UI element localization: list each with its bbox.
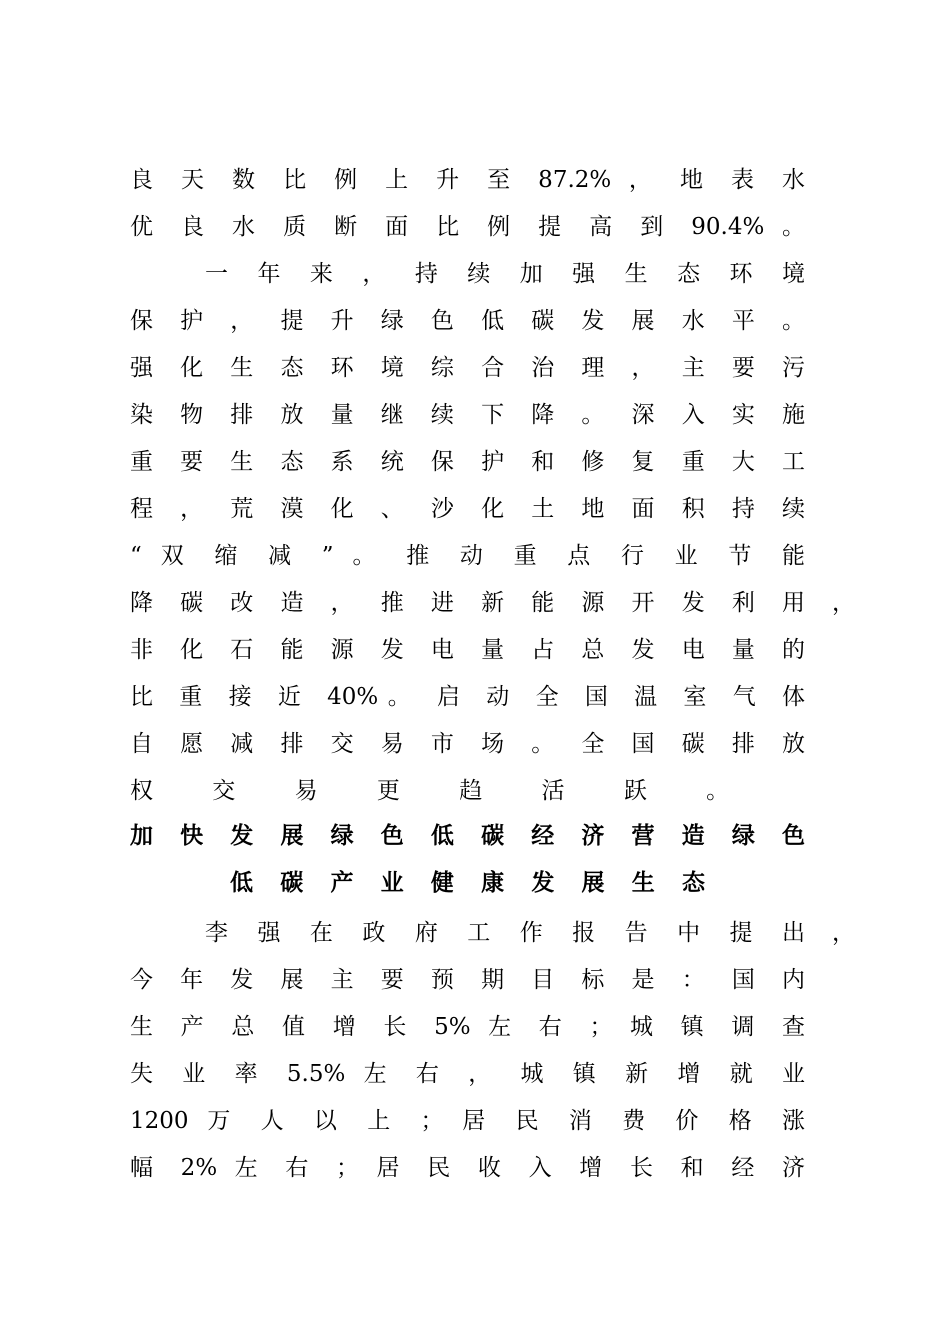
trailing-comma: ， bbox=[832, 590, 855, 616]
text-line: 强 化 生 态 环 境 综 合 治 理 ， 主 要 污 bbox=[130, 355, 805, 381]
trailing-comma: ， bbox=[832, 920, 855, 946]
text-line: 染 物 排 放 量 继 续 下 降 。 深 入 实 施 bbox=[130, 402, 805, 428]
paragraph-first-line: 一 年 来 ， 持 续 加 强 生 态 环 境 bbox=[205, 261, 805, 287]
paragraph-first-line: 李 强 在 政 府 工 作 报 告 中 提 出 bbox=[205, 920, 805, 946]
text-line: 生 产 总 值 增 长 5% 左 右 ； 城 镇 调 查 bbox=[130, 1014, 805, 1040]
text-line: 重 要 生 态 系 统 保 护 和 修 复 重 大 工 bbox=[130, 449, 805, 475]
text-line: 程 ， 荒 漠 化 、 沙 化 土 地 面 积 持 续 bbox=[130, 496, 805, 522]
text-line: 良 天 数 比 例 上 升 至 87.2% ， 地 表 水 bbox=[130, 167, 805, 193]
text-line: 保 护 ， 提 升 绿 色 低 碳 发 展 水 平 。 bbox=[130, 308, 805, 334]
section-heading-line-2: 低 碳 产 业 健 康 发 展 生 态 bbox=[230, 869, 705, 896]
text-line: 自 愿 减 排 交 易 市 场 。 全 国 碳 排 放 bbox=[130, 731, 805, 757]
text-line: 幅 2% 左 右 ； 居 民 收 入 增 长 和 经 济 bbox=[130, 1155, 805, 1181]
text-line: “ 双 缩 减 ” 。 推 动 重 点 行 业 节 能 bbox=[130, 543, 805, 569]
section-heading-line-1: 加 快 发 展 绿 色 低 碳 经 济 营 造 绿 色 bbox=[130, 822, 805, 849]
text-line: 比 重 接 近 40%。 启 动 全 国 温 室 气 体 bbox=[130, 684, 805, 710]
text-line: 非 化 石 能 源 发 电 量 占 总 发 电 量 的 bbox=[130, 637, 805, 663]
paragraph-last-line: 权 交 易 更 趋 活 跃 。 bbox=[130, 778, 756, 804]
text-line: 1200 万 人 以 上 ； 居 民 消 费 价 格 涨 bbox=[130, 1108, 805, 1134]
text-line: 降 碳 改 造 ， 推 进 新 能 源 开 发 利 用 bbox=[130, 590, 805, 616]
text-line: 优 良 水 质 断 面 比 例 提 高 到 90.4% 。 bbox=[130, 214, 805, 240]
text-line: 失 业 率 5.5% 左 右 ， 城 镇 新 增 就 业 bbox=[130, 1061, 805, 1087]
text-line: 今 年 发 展 主 要 预 期 目 标 是 ： 国 内 bbox=[130, 967, 805, 993]
